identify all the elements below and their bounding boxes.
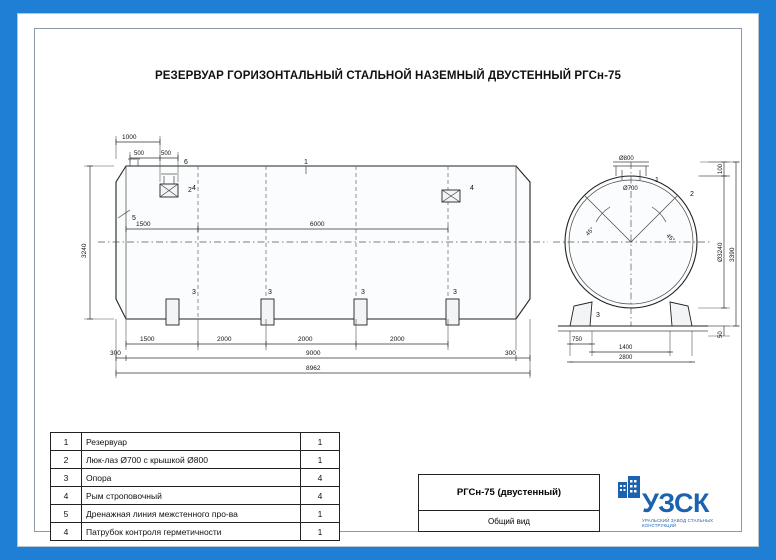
table-row [51,433,340,451]
leader-3-end: 3 [596,312,600,319]
svg-text:5: 5 [132,215,136,222]
dim-500-b: 500 [161,151,172,157]
angle-45-right: 45° [664,233,676,244]
leader-2-end: 2 [690,191,694,198]
table-row [51,451,340,469]
company-logo [618,466,736,530]
dim-100: 100 [718,163,724,174]
legend-qty: 4 [301,469,340,487]
legend-qty: 1 [301,505,340,523]
table-row [51,523,340,541]
legend-name: Опора [82,469,301,487]
table-row [51,487,340,505]
legend-num: 1 [51,433,82,451]
dim-6000: 6000 [310,221,325,228]
factory-icon [618,472,640,498]
leader-1-side: 1 [304,159,308,166]
dim-1000: 1000 [122,134,137,141]
legend-num: 4 [51,523,82,541]
legend-num: 5 [51,505,82,523]
legend-name: Резервуар [82,433,301,451]
leader-6-side: 6 [184,159,188,166]
legend-num: 2 [51,451,82,469]
dim-300-b: 300 [505,350,516,357]
dim-2000-c: 2000 [390,336,405,343]
dim-d700: Ø700 [623,186,638,192]
legend-qty: 4 [301,487,340,505]
title-block [418,474,600,532]
dim-1500-top: 1500 [136,221,151,228]
dim-300-a: 300 [110,350,121,357]
logo-subtitle: УРАЛЬСКИЙ ЗАВОД СТАЛЬНЫХ КОНСТРУКЦИЙ [642,518,714,528]
dim-2000-a: 2000 [217,336,232,343]
dim-750: 750 [572,337,583,343]
legend-qty: 1 [301,433,340,451]
legend-num: 4 [51,487,82,505]
angle-45-left: 45° [585,226,596,238]
svg-text:4: 4 [192,185,196,192]
leader-2-side: 2 [188,187,192,194]
svg-text:3: 3 [361,289,365,296]
legend-qty: 1 [301,523,340,541]
dim-500-a: 500 [134,151,145,157]
legend-qty: 1 [301,451,340,469]
dim-8962: 8962 [306,365,321,372]
svg-text:4: 4 [470,185,474,192]
dim-2000-b: 2000 [298,336,313,343]
legend-name: Рым строповочный [82,487,301,505]
legend-name: Дренажная линия межстенного про-ва [82,505,301,523]
drawing-sheet [18,14,758,546]
svg-text:3: 3 [192,289,196,296]
dim-1400: 1400 [619,345,633,351]
legend-num: 3 [51,469,82,487]
dim-2800: 2800 [619,355,633,361]
table-row [51,469,340,487]
dim-d800: Ø800 [619,156,634,162]
legend-table [50,432,340,541]
dim-1500-bottom: 1500 [140,336,155,343]
svg-text:3: 3 [268,289,272,296]
title-block-sub: Общий вид [488,516,530,526]
dim-d3240-end: Ø3240 [717,242,724,262]
svg-text:3: 3 [453,289,457,296]
dim-3390: 3390 [729,247,736,262]
title-block-main: РГСн-75 (двустенный) [419,475,599,511]
leader-1-end: 1 [655,177,659,184]
dim-50: 50 [718,331,724,338]
legend-name: Люк-лаз Ø700 с крышкой Ø800 [82,451,301,469]
table-row [51,505,340,523]
logo-text: УЗСК [642,488,710,518]
page-title: РЕЗЕРВУАР ГОРИЗОНТАЛЬНЫЙ СТАЛЬНОЙ НАЗЕМНЫЙ ДВУСТЕННЫЙ РГСн-75 [154,70,622,82]
legend-name: Патрубок контроля герметичности [82,523,301,541]
dim-9000: 9000 [306,350,321,357]
dim-3240-side: 3240 [81,243,88,258]
